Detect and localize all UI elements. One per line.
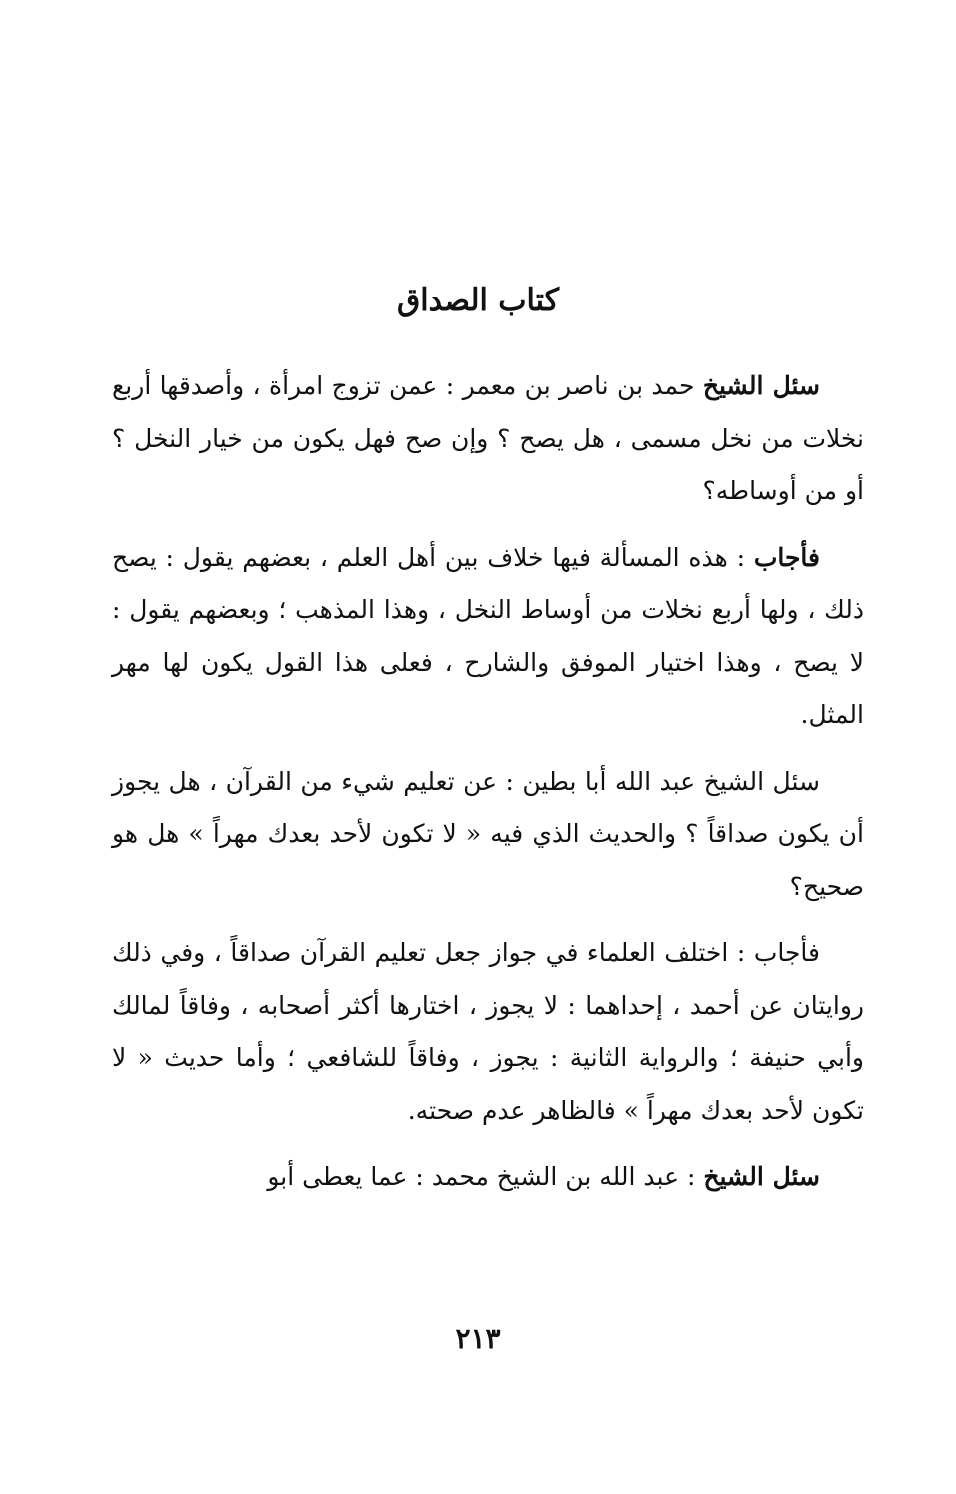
- paragraph-text: حمد بن ناصر بن معمر : عمن تزوج امرأة ، وأصدقها أربع نخلات من نخل مسمى ، هل يصح ؟ وإن صح فهل يكون من خيار النخل ؟ أو من أوساطه؟: [112, 371, 864, 505]
- paragraph-text: فأجاب : اختلف العلماء في جواز جعل تعليم القرآن صداقاً ، وفي ذلك روايتان عن أحمد ، إحداهما : لا يجوز ، اختارها أكثر أصحابه ، وفاقاً لمالك وأبي حنيفة ؛ والرواية الثانية : يجوز ، وفاقاً للشافعي ؛ وأما حديث « لا تكون لأحد بعدك مهراً » فالظاهر عدم صحته.: [112, 938, 864, 1125]
- paragraph-question-1: [112, 360, 864, 518]
- paragraph-text: : هذه المسألة فيها خلاف بين أهل العلم ، بعضهم يقول : يصح ذلك ، ولها أربع نخلات من أوساط النخل ، وهذا المذهب ؛ وبعضهم يقول : لا يصح ، وهذا اختيار الموفق والشارح ، فعلى هذا القول يكون لها مهر المثل.: [112, 542, 864, 729]
- page-body: [112, 360, 864, 1218]
- paragraph-question-3: [112, 1151, 864, 1204]
- paragraph-text: سئل الشيخ عبد الله أبا بطين : عن تعليم شيء من القرآن ، هل يجوز أن يكون صداقاً ؟ والحديث الذي فيه « لا تكون لأحد بعدك مهراً » هل هو صحيح؟: [112, 766, 864, 901]
- chapter-title: كتاب الصداق: [396, 283, 559, 318]
- paragraph-answer-1: [112, 532, 864, 742]
- paragraph-text: : عبد الله بن الشيخ محمد : عما يعطى أبو: [267, 1162, 704, 1191]
- paragraph-lead: سئل الشيخ: [702, 371, 821, 400]
- paragraph-lead: فأجاب: [753, 542, 820, 572]
- paragraph-answer-2: [112, 927, 864, 1137]
- paragraph-lead: سئل الشيخ: [703, 1162, 820, 1191]
- page-number: ٢١٣: [455, 1322, 501, 1355]
- paragraph-question-2: [112, 756, 864, 914]
